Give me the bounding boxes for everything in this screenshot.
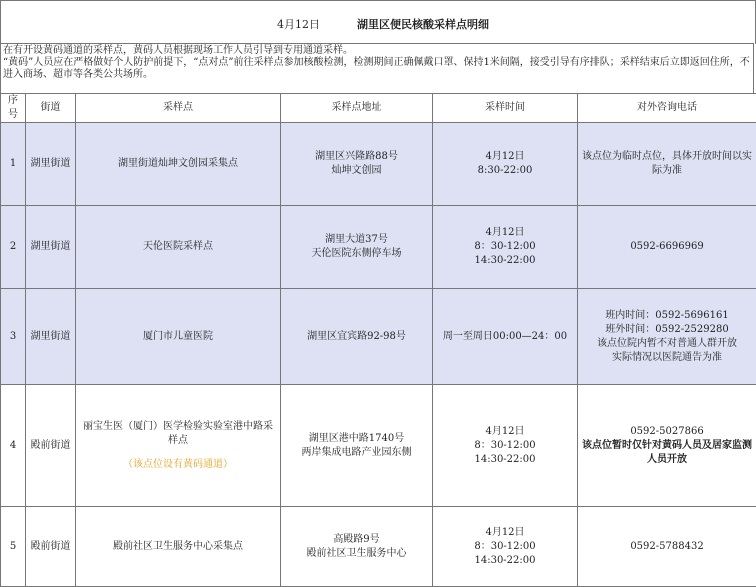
cell-site: 厦门市儿童医院: [76, 289, 281, 385]
table-header-row: [1, 94, 756, 123]
cell-address: [281, 206, 433, 289]
phone-line: 0592-5788432: [630, 541, 703, 552]
title-row: [0, 0, 756, 44]
yellow-code-note: （该点位设有黄码通道）: [79, 458, 277, 472]
col-header-site: 采样点: [76, 94, 281, 123]
address-line: 灿坤文创园: [284, 164, 429, 178]
cell-site: 殿前社区卫生服务中心采集点: [76, 507, 281, 587]
address-line: 高殿路9号: [284, 533, 429, 547]
time-line: 8：30-12:00: [436, 540, 574, 554]
address-line: 湖里区宜宾路92-98号: [307, 331, 406, 342]
phone-line: 该点位为临时点位，具体开放时间以实际为准: [582, 151, 752, 176]
cell-address: [281, 385, 433, 507]
time-line: 14:30-22:00: [436, 453, 574, 467]
page-title: 湖里区便民核酸采样点明细: [357, 16, 489, 32]
site-name: 丽宝生医（厦门）医学检验实验室港中路采样点: [83, 421, 273, 446]
cell-no: 3: [1, 289, 26, 385]
cell-phone: [578, 206, 756, 289]
time-line: 14:30-22:00: [436, 254, 574, 268]
cell-street: 殿前街道: [26, 507, 76, 587]
cell-address: [281, 289, 433, 385]
table-row: [1, 289, 756, 385]
time-line: 14:30-22:00: [436, 554, 574, 568]
cell-street: 湖里街道: [26, 289, 76, 385]
table-row: [1, 507, 756, 587]
cell-street: 湖里街道: [26, 206, 76, 289]
col-header-address: 采样点地址: [281, 94, 433, 123]
title-date: 4月12日: [277, 16, 320, 32]
phone-line: 0592-6696969: [630, 241, 703, 252]
cell-no: 1: [1, 123, 26, 206]
address-line: 殿前社区卫生服务中心: [284, 547, 429, 561]
cell-site: 湖里街道灿坤文创园采集点: [76, 123, 281, 206]
cell-site: [76, 385, 281, 507]
time-line: 8:30-22:00: [436, 164, 574, 178]
cell-phone: [578, 507, 756, 587]
cell-address: [281, 507, 433, 587]
cell-street: 殿前街道: [26, 385, 76, 507]
cell-site: 天伦医院采样点: [76, 206, 281, 289]
address-line: 湖里区港中路1740号: [284, 432, 429, 446]
col-header-phone: 对外咨询电话: [578, 94, 756, 123]
col-header-street: 街道: [26, 94, 76, 123]
notice-text: [0, 43, 754, 93]
time-line: 4月12日: [436, 150, 574, 164]
address-line: 湖里区兴隆路88号: [284, 150, 429, 164]
address-line: 天伦医院东侧停车场: [284, 247, 429, 261]
notice-line-1: 在有开设黄码通道的采样点，黄码人员根据现场工作人员引导到专用通道采样。: [3, 45, 751, 57]
cell-no: 4: [1, 385, 26, 507]
sampling-table: [0, 93, 756, 587]
cell-street: 湖里街道: [26, 123, 76, 206]
time-line: 周一至周日00:00—24：00: [443, 331, 567, 342]
cell-time: [433, 289, 578, 385]
cell-phone: [578, 123, 756, 206]
phone-line: 班内时间：0592-5696161: [581, 309, 753, 323]
cell-no: 5: [1, 507, 26, 587]
table-row: [1, 206, 756, 289]
time-line: 4月12日: [436, 226, 574, 240]
phone-line: 该点位暂时仅针对黄码人员及居家监测人员开放: [581, 439, 753, 467]
col-header-no: 序号: [1, 94, 26, 123]
cell-address: [281, 123, 433, 206]
time-line: 4月12日: [436, 526, 574, 540]
cell-no: 2: [1, 206, 26, 289]
address-line: 两岸集成电路产业园东侧: [284, 446, 429, 460]
phone-line: 该点位院内暂不对普通人群开放: [581, 337, 753, 351]
time-line: 8：30-12:00: [436, 439, 574, 453]
cell-time: [433, 123, 578, 206]
time-line: 8：30-12:00: [436, 240, 574, 254]
address-line: 湖里大道37号: [284, 233, 429, 247]
phone-line: 实际情况以医院通告为准: [581, 351, 753, 365]
col-header-time: 采样时间: [433, 94, 578, 123]
phone-line: 0592-5027866: [581, 425, 753, 439]
cell-phone: [578, 385, 756, 507]
phone-line: 班外时间：0592-2529280: [581, 323, 753, 337]
time-line: 4月12日: [436, 425, 574, 439]
cell-time: [433, 206, 578, 289]
table-row: [1, 385, 756, 507]
cell-time: [433, 507, 578, 587]
table-row: [1, 123, 756, 206]
cell-time: [433, 385, 578, 507]
cell-phone: [578, 289, 756, 385]
notice-line-2: “黄码”人员应在严格做好个人防护前提下，“点对点”前往采样点参加核酸检测，检测期间正确佩戴口罩、保持1米间隔，接受引导有序排队；采样结束后立即返回住所，不进入商场、超市等各类公共场所。: [3, 57, 750, 80]
